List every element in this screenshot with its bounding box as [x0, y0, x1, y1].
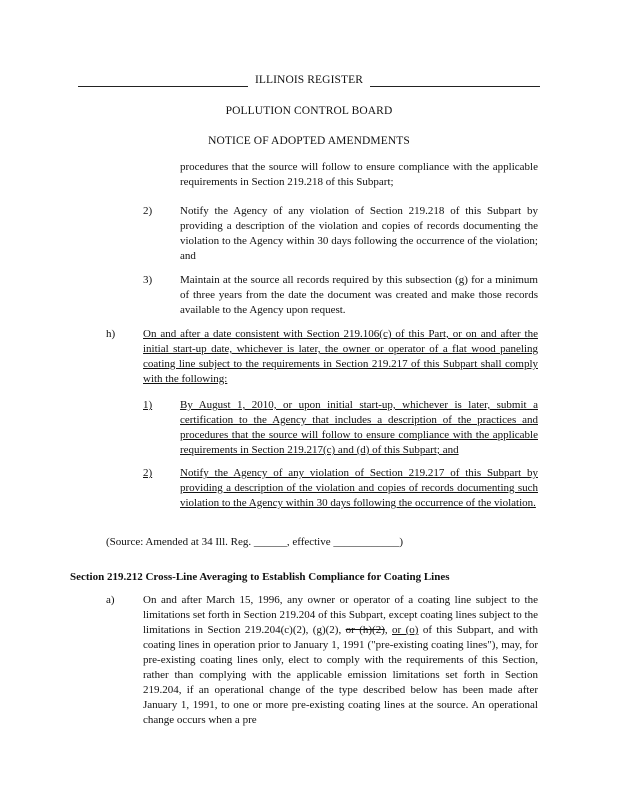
subsection-a-underlined: or (o) — [392, 624, 419, 636]
header-rule-right — [370, 86, 540, 87]
subsection-a-part1: On and after March 15, 1996, any owner or operator of a coating line subject to the limitations set forth in Section 219.204 of this Subpart, except coating lines subject to the limitations in Section 219.204(c)(2), (g)(2), — [143, 594, 538, 636]
item-h2-text: Notify the Agency of any violation of Section 219.217 of this Subpart by providing a description of the violation and copies of records documenting such violation to the Agency within 30 days following the occurrence of the violation. — [180, 467, 538, 509]
item-h1-number: 1) — [143, 399, 153, 411]
item-h2-number: 2) — [143, 467, 153, 479]
continuation-text: procedures that the source will follow to ensure compliance with the applicable requirements in Section 219.218 of this Subpart; — [180, 161, 538, 188]
header-rule-left — [78, 86, 248, 87]
subsection-a-part3: of this Subpart, and with coating lines in operation prior to January 1, 1991 ("pre-existing coating lines"), may, for pre-existing coating lines only, elect to comply with the requirements of this Section, rather than complying with the applicable emission limitations set forth in Section 219.204, if an operational change of the type described below has been made after January 1, 1991, to one or more pre-existing coating lines at the source. An operational change occurs when a pre — [143, 624, 538, 726]
item-g2-text: Notify the Agency of any violation of Section 219.218 of this Subpart by providing a description of the violation and copies of records documenting the violation to the Agency within 30 days following the occurrence of the violation; and — [180, 205, 538, 262]
section-heading: Section 219.212 Cross-Line Averaging to Establish Compliance for Coating Lines — [70, 571, 450, 583]
subsection-a-struck: or (h)(2) — [345, 624, 385, 636]
subsection-a-part2: , — [384, 624, 393, 636]
board-title: POLLUTION CONTROL BOARD — [225, 105, 393, 117]
register-title: ILLINOIS REGISTER — [254, 74, 364, 86]
item-g3-number: 3) — [143, 274, 153, 286]
notice-title: NOTICE OF ADOPTED AMENDMENTS — [208, 135, 410, 147]
item-g3-text: Maintain at the source all records required by this subsection (g) for a minimum of three years from the date the document was created and make those records available to the Agency upon request. — [180, 274, 538, 316]
source-note: (Source: Amended at 34 Ill. Reg. ______, effective ____________) — [106, 536, 404, 548]
subsection-h-text: On and after a date consistent with Section 219.106(c) of this Part, or on and after the initial start-up date, whichever is later, the owner or operator of a flat wood paneling coating line subject to the requirements in Section 219.217 of this Subpart shall comply with the following: — [143, 328, 538, 385]
subsection-a-text — [143, 593, 538, 728]
subsection-a-label: a) — [106, 594, 115, 606]
subsection-h-label: h) — [106, 328, 116, 340]
item-h1-text: By August 1, 2010, or upon initial start-up, whichever is later, submit a certification to the Agency that includes a description of the practices and procedures that the source will follow to ensure compliance with the applicable requirements in Section 219.217(c) and (d) of this Subpart; and — [180, 399, 538, 456]
item-g2-number: 2) — [143, 205, 153, 217]
